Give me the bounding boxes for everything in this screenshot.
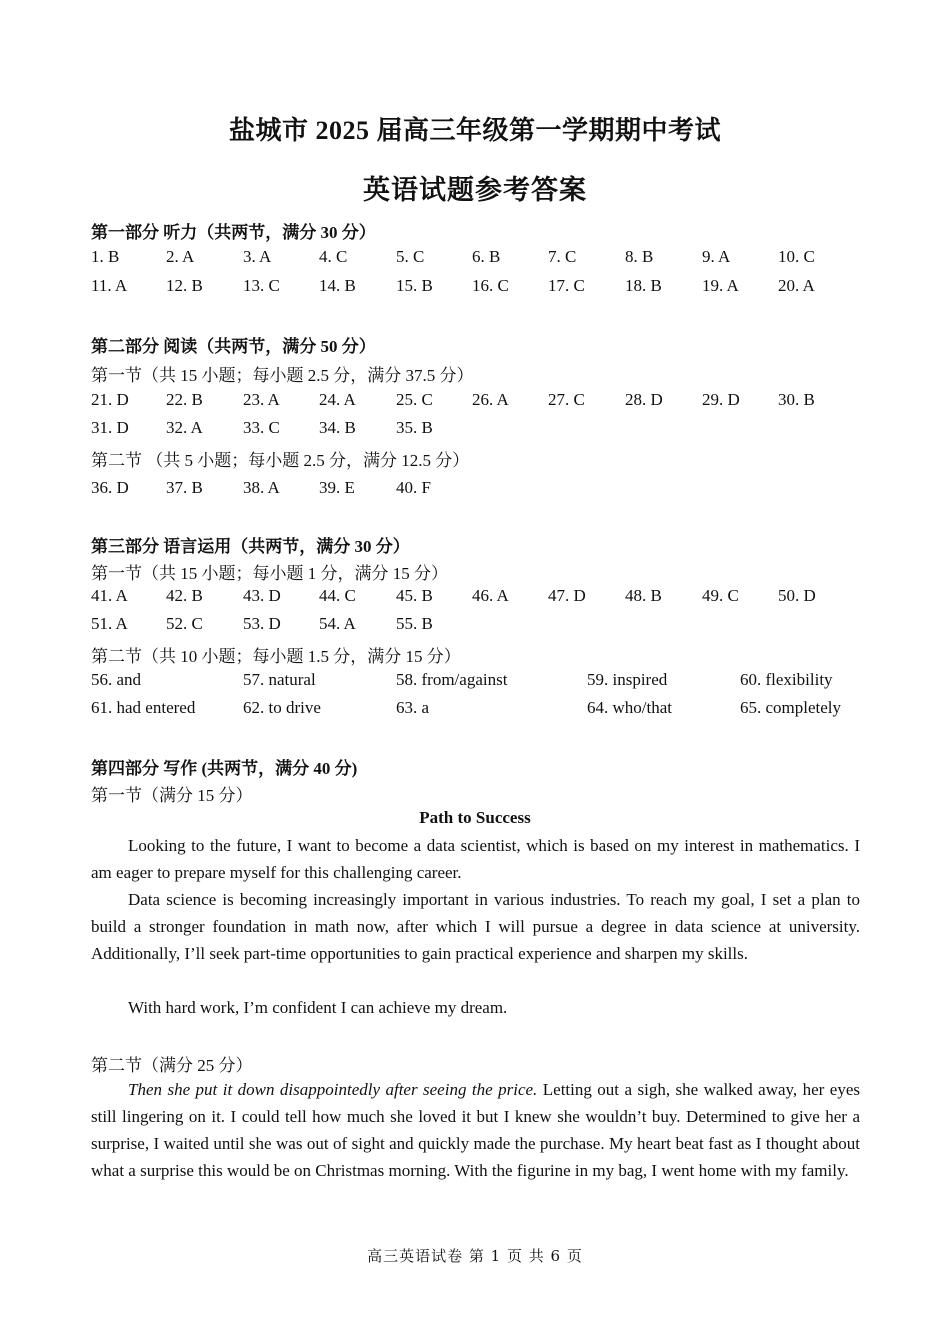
answer-cell: 62. to drive (243, 698, 321, 717)
answer-cell: 42. B (166, 586, 203, 605)
answer-cell: 36. D (91, 478, 129, 497)
page-footer: 高三英语试卷 第 1 页 共 6 页 (367, 1247, 583, 1265)
part2-section2-label: 第二节 （共 5 小题；每小题 2.5 分，满分 12.5 分） (91, 451, 470, 470)
essay-paragraph: With hard work, I’m confident I can achieve my dream. (128, 998, 508, 1017)
answer-cell: 35. B (396, 418, 433, 437)
answer-cell: 7. C (548, 247, 577, 266)
answer-cell: 13. C (243, 276, 280, 295)
answer-cell: 43. D (243, 586, 281, 605)
answer-cell: 25. C (396, 390, 433, 409)
answer-cell: 15. B (396, 276, 433, 295)
answer-cell: 17. C (548, 276, 585, 295)
answer-cell: 49. C (702, 586, 739, 605)
answer-cell: 52. C (166, 614, 203, 633)
answer-cell: 26. A (472, 390, 509, 409)
part4-heading: 第四部分 写作 (共两节，满分 40 分) (91, 759, 358, 778)
answer-cell: 47. D (548, 586, 586, 605)
answer-cell: 5. C (396, 247, 425, 266)
part2-section1-label: 第一节（共 15 小题；每小题 2.5 分，满分 37.5 分） (91, 366, 474, 385)
answer-cell: 23. A (243, 390, 280, 409)
continuation-paragraph (91, 1076, 860, 1184)
answer-cell: 32. A (166, 418, 203, 437)
answer-cell: 6. B (472, 247, 501, 266)
part2-heading: 第二部分 阅读（共两节，满分 50 分） (91, 337, 376, 356)
answer-cell: 37. B (166, 478, 203, 497)
answer-cell: 61. had entered (91, 698, 196, 717)
part1-heading: 第一部分 听力（共两节，满分 30 分） (91, 223, 376, 242)
answer-cell: 9. A (702, 247, 731, 266)
essay-paragraph: Data science is becoming increasingly important in various industries. To reach my goal, I set a plan to build a stronger foundation in math now, after which I will pursue a degree in data science at university. Additionally, I’ll seek part-time opportunities to gain practical experience and sharpen my skills. (91, 890, 860, 963)
answer-cell: 41. A (91, 586, 128, 605)
part4-section2-label: 第二节（满分 25 分） (91, 1056, 253, 1075)
answer-cell: 19. A (702, 276, 739, 295)
answer-cell: 40. F (396, 478, 431, 497)
answer-cell: 1. B (91, 247, 120, 266)
answer-cell: 65. completely (740, 698, 842, 717)
answer-cell: 24. A (319, 390, 356, 409)
part3-section2-label: 第二节（共 10 小题；每小题 1.5 分，满分 15 分） (91, 647, 461, 666)
answer-row (91, 478, 891, 502)
answer-cell: 53. D (243, 614, 281, 633)
continuation-lead-sentence: Then she put it down disappointedly after seeing the price. (128, 1080, 538, 1099)
essay-title: Path to Success (419, 808, 531, 827)
answer-row (91, 698, 891, 722)
answer-cell: 16. C (472, 276, 509, 295)
part3-section1-label: 第一节（共 15 小题；每小题 1 分，满分 15 分） (91, 564, 448, 583)
answer-cell: 18. B (625, 276, 662, 295)
answer-row (91, 670, 891, 694)
answer-cell: 38. A (243, 478, 280, 497)
answer-cell: 46. A (472, 586, 509, 605)
answer-cell: 14. B (319, 276, 356, 295)
answer-cell: 10. C (778, 247, 815, 266)
page-subtitle: 英语试题参考答案 (363, 175, 587, 205)
answer-cell: 55. B (396, 614, 433, 633)
answer-cell: 45. B (396, 586, 433, 605)
answer-row (91, 276, 891, 300)
answer-cell: 58. from/against (396, 670, 508, 689)
essay-paragraph: Looking to the future, I want to become a data scientist, which is based on my interest in mathematics. I am eager to prepare myself for this challenging career. (91, 836, 860, 882)
answer-cell: 11. A (91, 276, 128, 295)
answer-cell: 60. flexibility (740, 670, 833, 689)
answer-cell: 12. B (166, 276, 203, 295)
answer-cell: 56. and (91, 670, 142, 689)
answer-cell: 51. A (91, 614, 128, 633)
answer-row (91, 614, 891, 638)
answer-row (91, 586, 891, 610)
answer-row (91, 418, 891, 442)
answer-cell: 59. inspired (587, 670, 668, 689)
answer-cell: 48. B (625, 586, 662, 605)
answer-cell: 27. C (548, 390, 585, 409)
answer-cell: 50. D (778, 586, 816, 605)
answer-cell: 44. C (319, 586, 356, 605)
continuation-text: Letting out a sigh, she walked away, her eyes still lingering on it. I could tell how much she loved it but I knew she wouldn’t buy. Determined to give her a surprise, I waited until she was out of sight and quickly made the purchase. My heart beat fast as I thought about what a surprise this would be on Christmas morning. With the figurine in my bag, I went home with my family. (91, 1080, 860, 1180)
answer-row (91, 247, 891, 271)
answer-cell: 8. B (625, 247, 654, 266)
answer-cell: 4. C (319, 247, 348, 266)
answer-cell: 57. natural (243, 670, 316, 689)
page-title: 盐城市 2025 届高三年级第一学期期中考试 (228, 116, 721, 145)
answer-cell: 2. A (166, 247, 195, 266)
answer-cell: 64. who/that (587, 698, 672, 717)
answer-cell: 33. C (243, 418, 280, 437)
answer-cell: 54. A (319, 614, 356, 633)
answer-cell: 63. a (396, 698, 430, 717)
answer-cell: 34. B (319, 418, 356, 437)
answer-cell: 39. E (319, 478, 355, 497)
answer-cell: 31. D (91, 418, 129, 437)
answer-cell: 30. B (778, 390, 815, 409)
answer-cell: 20. A (778, 276, 815, 295)
answer-cell: 21. D (91, 390, 129, 409)
answer-cell: 29. D (702, 390, 740, 409)
answer-cell: 22. B (166, 390, 203, 409)
part4-section1-label: 第一节（满分 15 分） (91, 786, 253, 805)
part3-heading: 第三部分 语言运用（共两节，满分 30 分） (91, 537, 410, 556)
answer-cell: 3. A (243, 247, 272, 266)
answer-row (91, 390, 891, 414)
answer-cell: 28. D (625, 390, 663, 409)
